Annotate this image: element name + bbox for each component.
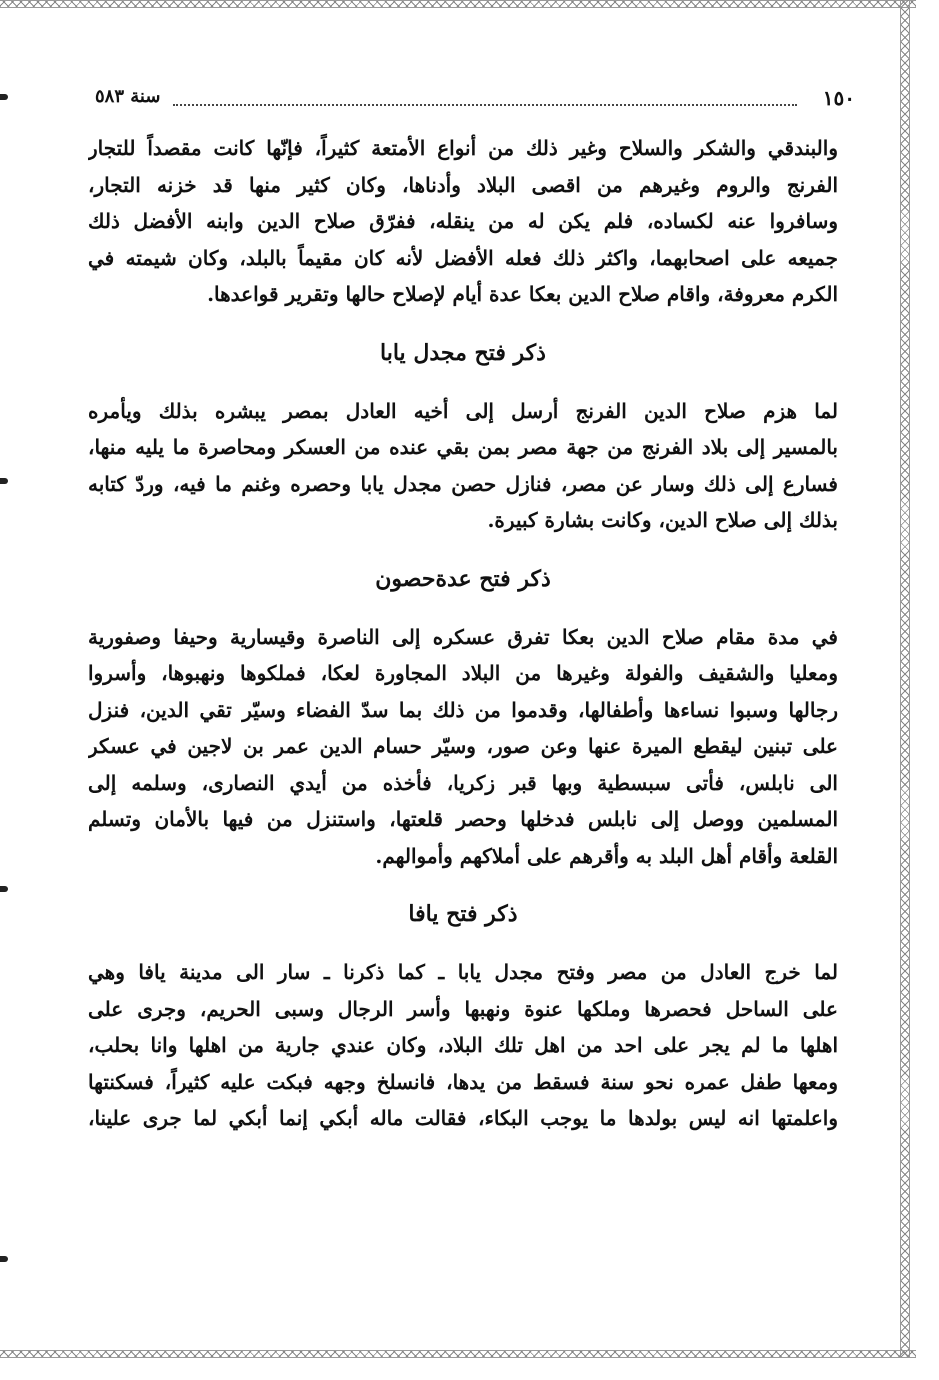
- section-heading: ذكر فتح يافا: [408, 901, 518, 927]
- text-line: في مدة مقام صلاح الدين بعكا تفرق عسكره إلى الناصرة وقيسارية وحيفا وصفورية: [88, 624, 838, 649]
- text-line: لما خرج العادل من مصر وفتح مجدل يابا ـ كما ذكرنا ـ سار الى مدينة يافا وهي: [88, 960, 838, 984]
- page-number: ١٥٠: [822, 86, 855, 110]
- text-line: على تبنين ليقطع الميرة عنها وعن صور، وسيّر حسام الدين عمر بن لاجين في عسكر: [88, 734, 838, 758]
- section-heading: ذكر فتح مجدل يابا: [380, 339, 546, 366]
- bottom-border-ornament: [0, 1350, 916, 1358]
- section-heading: ذكر فتح عدةحصون: [375, 565, 551, 592]
- text-line: بذلك إلى صلاح الدين، وكانت بشارة كبيرة.: [487, 508, 838, 532]
- header-dotted-leader: [173, 104, 797, 106]
- binding-mark: [0, 886, 8, 892]
- text-line: فسارع إلى ذلك وسار عن مصر، فنازل حصن مجدل يابا وحصره وغنم ما فيه، وردّ كتابه: [88, 471, 838, 496]
- text-line: والبندقي والشكر والسلاح وغير ذلك من أنواع الأمتعة كثيراً، فإنّها كانت مقصداً للتجار: [88, 136, 838, 160]
- text-line: ومعها طفل عمره نحو سنة فسقط من يدها، فانسلخ وجهه فبكت عليه كثيراً، فسكنتها: [88, 1069, 838, 1094]
- paragraph: [88, 393, 838, 539]
- page-body: [88, 130, 838, 1137]
- text-line: على الساحل فحصرها وملكها عنوة ونهبها وأسر الرجال وسبى الحريم، وجرى على: [88, 996, 838, 1021]
- text-line: بالمسير إلى بلاد الفرنج من جهة مصر بمن بقي عنده من العسكر ومحاصرة ما يليه منها،: [88, 435, 838, 459]
- paragraph: [88, 619, 838, 875]
- text-line: واعلمتها انه ليس بولدها ما يوجب البكاء، فقالت ماله أبكي إنما أبكي لما جرى علينا،: [88, 1106, 838, 1130]
- paragraph: [88, 954, 838, 1137]
- text-line: وسافروا عنه لكساده، فلم يكن له من ينقله، ففرّق صلاح الدين وابنه الأفضل ذلك: [88, 209, 838, 233]
- text-line: ومعليا والشقيف والفولة وغيرها من البلاد المجاورة لعكا، فملكوها ونهبوها، وأسروا: [88, 661, 838, 685]
- text-line: الكرم معروفة، واقام صلاح الدين بعكا عدة أيام لإصلاح حالها وتقرير قواعدها.: [207, 282, 838, 306]
- top-border-ornament: [0, 0, 916, 8]
- binding-mark: [0, 1256, 8, 1262]
- page-header: [95, 86, 855, 116]
- paragraph: [88, 130, 838, 313]
- text-line: اهلها ما لم يجر على احد من اهل تلك البلاد، وكان عندي جارية من اهلها وانا بحلب،: [88, 1033, 838, 1057]
- binding-mark: [0, 478, 8, 484]
- text-line: جميعه على اصحابهما، واكثر ذلك فعله الأفضل لأنه كان مقيماً بالبلد، وكان شيمته في: [88, 245, 838, 270]
- text-line: رجالها وسبوا نساءها وأطفالها، وقدموا من ذلك بما سدّ الفضاء وسيّر تقي الدين، فنزل: [88, 697, 838, 722]
- binding-mark: [0, 94, 8, 100]
- text-line: المسلمين ووصل إلى نابلس فدخلها وحصر قلعتها، واستنزل من فيها بالأمان وتسلم: [88, 807, 838, 831]
- text-line: لما هزم صلاح الدين الفرنج أرسل إلى أخيه العادل بمصر يبشره بذلك ويأمره: [88, 398, 838, 423]
- text-line: الى نابلس، فأتى سبسطية وبها قبر زكريا، فأخذه من أيدي النصارى، وسلمه إلى: [88, 770, 838, 795]
- text-line: الفرنج والروم وغيرهم من اقصى البلاد وأدناها، وكان كثير منها قد خزنه التجار،: [88, 172, 838, 197]
- running-head: سنة ٥٨٣: [95, 86, 161, 107]
- text-line: القلعة وأقام أهل البلد به وأقرهم على أملاكهم وأموالهم.: [375, 843, 838, 868]
- right-border-ornament: [900, 0, 910, 1358]
